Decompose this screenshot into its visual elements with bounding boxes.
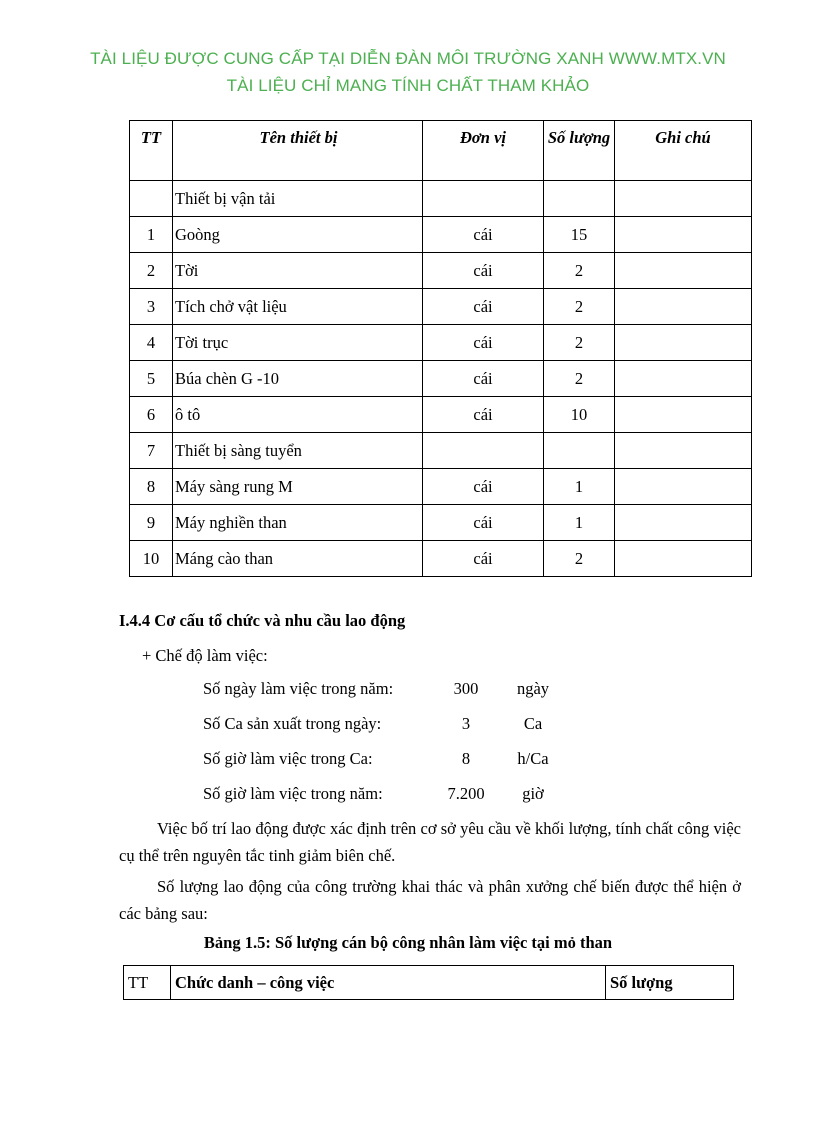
- row-name: Máng cào than: [173, 541, 423, 577]
- header-name: Tên thiết bị: [173, 121, 423, 181]
- work-regime-value: 300: [453, 679, 479, 698]
- watermark-line-1: TÀI LIỆU ĐƯỢC CUNG CẤP TẠI DIỄN ĐÀN MÔI TRƯỜNG XANH WWW.MTX.VN: [90, 49, 726, 68]
- row-name: Goòng: [173, 217, 423, 253]
- staff-table: [123, 965, 734, 1000]
- row-name: ô tô: [173, 397, 423, 433]
- row-qty: [544, 433, 615, 469]
- row-qty: 1: [544, 469, 615, 505]
- equipment-row: [130, 253, 752, 289]
- equipment-table-header: [130, 121, 752, 181]
- row-note: [615, 289, 752, 325]
- row-qty: 1: [544, 505, 615, 541]
- row-unit: cái: [423, 505, 544, 541]
- equipment-row: [130, 361, 752, 397]
- work-regime-unit: giờ: [522, 784, 544, 803]
- row-tt: 5: [130, 361, 173, 397]
- row-note: [615, 541, 752, 577]
- paragraph-staffing: Việc bố trí lao động được xác định trên cơ sở yêu cầu về khối lượng, tính chất công việc cụ thể trên nguyên tắc tinh giảm biên chế.: [119, 819, 741, 865]
- staff-header-tt: TT: [124, 966, 171, 1000]
- work-regime-unit: ngày: [516, 679, 550, 698]
- section-heading: I.4.4 Cơ cấu tổ chức và nhu cầu lao động: [119, 611, 406, 630]
- row-tt: 10: [130, 541, 173, 577]
- row-note: [615, 325, 752, 361]
- row-qty: 2: [544, 253, 615, 289]
- row-qty: 2: [544, 289, 615, 325]
- row-tt: 1: [130, 217, 173, 253]
- row-name: Tích chở vật liệu: [173, 289, 423, 325]
- row-unit: cái: [423, 253, 544, 289]
- paragraph-labor-count: Số lượng lao động của công trường khai thác và phân xưởng chế biến được thể hiện ở các bảng sau:: [119, 877, 741, 923]
- row-note: [615, 433, 752, 469]
- row-name: Búa chèn G -10: [173, 361, 423, 397]
- row-tt: 9: [130, 505, 173, 541]
- equipment-row: [130, 397, 752, 433]
- work-regime-value: 7.200: [447, 784, 485, 803]
- row-unit: cái: [423, 289, 544, 325]
- row-note: [615, 469, 752, 505]
- row-unit: [423, 181, 544, 217]
- row-tt: 3: [130, 289, 173, 325]
- equipment-row: [130, 289, 752, 325]
- equipment-row: [130, 181, 752, 217]
- table-caption: Bảng 1.5: Số lượng cán bộ công nhân làm việc tại mỏ than: [203, 933, 613, 952]
- row-unit: cái: [423, 397, 544, 433]
- row-name: Tời: [173, 253, 423, 289]
- row-tt: 4: [130, 325, 173, 361]
- header-note: Ghi chú: [615, 121, 752, 181]
- work-regime-value: 8: [461, 749, 471, 768]
- row-qty: 2: [544, 541, 615, 577]
- row-qty: 2: [544, 361, 615, 397]
- equipment-row: [130, 217, 752, 253]
- row-note: [615, 217, 752, 253]
- row-qty: [544, 181, 615, 217]
- row-name: Tời trục: [173, 325, 423, 361]
- row-unit: cái: [423, 469, 544, 505]
- work-regime-row: [203, 714, 623, 736]
- work-regime-label: Số giờ làm việc trong Ca:: [203, 749, 373, 768]
- staff-header-role: Chức danh – công việc: [171, 966, 606, 1000]
- row-note: [615, 181, 752, 217]
- work-regime-row: [203, 749, 623, 771]
- staff-header-qty: Số lượng: [606, 966, 734, 1000]
- work-regime-label: Số Ca sản xuất trong ngày:: [203, 714, 382, 733]
- work-regime-unit: h/Ca: [517, 749, 549, 768]
- row-unit: cái: [423, 325, 544, 361]
- row-unit: cái: [423, 217, 544, 253]
- equipment-row: [130, 433, 752, 469]
- row-tt: 6: [130, 397, 173, 433]
- header-tt: TT: [130, 121, 173, 181]
- row-tt: 2: [130, 253, 173, 289]
- row-tt: 7: [130, 433, 173, 469]
- work-regime-label: Số giờ làm việc trong năm:: [203, 784, 383, 803]
- row-unit: cái: [423, 541, 544, 577]
- row-qty: 10: [544, 397, 615, 433]
- equipment-row: [130, 325, 752, 361]
- equipment-table: [129, 120, 752, 577]
- row-note: [615, 361, 752, 397]
- staff-table-header: [124, 966, 734, 1000]
- row-name: Thiết bị sàng tuyển: [173, 433, 423, 469]
- work-regime-label: Số ngày làm việc trong năm:: [203, 679, 394, 698]
- row-qty: 2: [544, 325, 615, 361]
- equipment-row: [130, 541, 752, 577]
- work-regime-value: 3: [461, 714, 471, 733]
- row-tt: [130, 181, 173, 217]
- equipment-row: [130, 469, 752, 505]
- watermark-line-2: TÀI LIỆU CHỈ MANG TÍNH CHẤT THAM KHẢO: [226, 76, 590, 95]
- row-name: Máy sàng rung M: [173, 469, 423, 505]
- row-name: Máy nghiền than: [173, 505, 423, 541]
- header-qty: Số lượng: [544, 121, 615, 181]
- row-tt: 8: [130, 469, 173, 505]
- work-regime-row: [203, 784, 623, 806]
- row-name: Thiết bị vận tải: [173, 181, 423, 217]
- header-unit: Đơn vị: [423, 121, 544, 181]
- row-note: [615, 253, 752, 289]
- row-note: [615, 505, 752, 541]
- equipment-row: [130, 505, 752, 541]
- row-qty: 15: [544, 217, 615, 253]
- row-unit: [423, 433, 544, 469]
- row-note: [615, 397, 752, 433]
- work-regime-row: [203, 679, 623, 701]
- row-unit: cái: [423, 361, 544, 397]
- work-regime-unit: Ca: [523, 714, 543, 733]
- regime-title: + Chế độ làm việc:: [142, 646, 268, 665]
